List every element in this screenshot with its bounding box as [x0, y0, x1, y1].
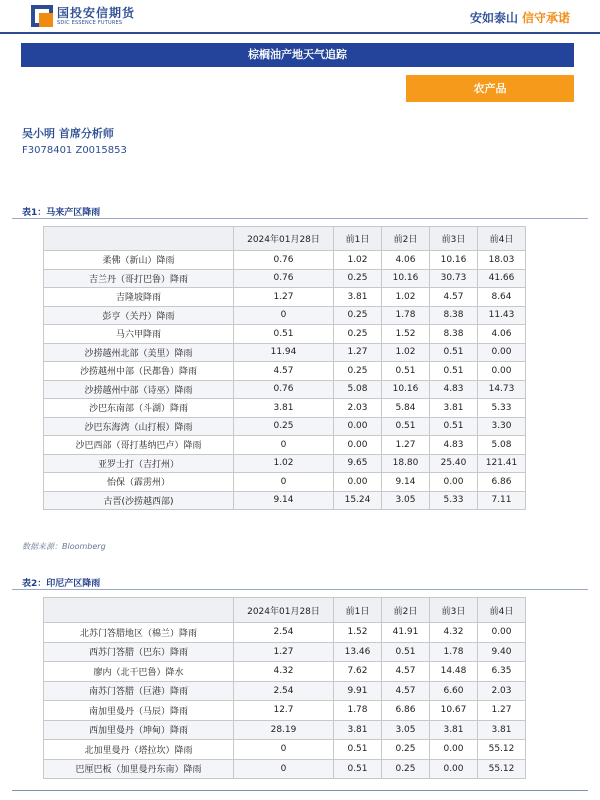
table-row — [44, 740, 526, 760]
value-cell: 121.41 — [478, 454, 526, 473]
value-cell: 9.14 — [382, 473, 430, 492]
column-header: 前2日 — [382, 227, 430, 251]
column-header: 前1日 — [334, 598, 382, 623]
value-cell: 5.08 — [334, 380, 382, 399]
value-cell: 0.51 — [382, 642, 430, 662]
value-cell: 8.38 — [430, 325, 478, 344]
row-label-cell: 南苏门答腊（巨港）降雨 — [44, 681, 234, 701]
table-header-row — [44, 227, 526, 251]
value-cell: 41.66 — [478, 269, 526, 288]
row-label-cell: 怡保（霹雳州） — [44, 473, 234, 492]
value-cell: 5.08 — [478, 436, 526, 455]
value-cell: 2.03 — [334, 399, 382, 418]
value-cell: 0.00 — [334, 473, 382, 492]
row-label-cell: 沙巴东南部（斗湖）降雨 — [44, 399, 234, 418]
value-cell: 3.81 — [234, 399, 334, 418]
malaysia-rainfall-table — [43, 226, 526, 510]
value-cell: 9.14 — [234, 491, 334, 510]
value-cell: 10.16 — [382, 380, 430, 399]
row-label-cell: 沙捞越州中部（民都鲁）降雨 — [44, 362, 234, 381]
row-label-cell: 北加里曼丹（塔拉坎）降雨 — [44, 740, 234, 760]
column-header: 前3日 — [430, 598, 478, 623]
table-row — [44, 662, 526, 682]
row-label-cell: 北苏门答腊地区（棉兰）降雨 — [44, 623, 234, 643]
table-row — [44, 454, 526, 473]
value-cell: 11.94 — [234, 343, 334, 362]
table-row — [44, 491, 526, 510]
table2-title-rule — [12, 589, 588, 590]
table-row — [44, 642, 526, 662]
table-row — [44, 701, 526, 721]
row-label-cell: 亚罗士打（吉打州） — [44, 454, 234, 473]
logo-name-cn: 国投安信期货 — [57, 5, 136, 20]
value-cell: 13.46 — [334, 642, 382, 662]
value-cell: 2.03 — [478, 681, 526, 701]
value-cell: 1.27 — [478, 701, 526, 721]
value-cell: 4.83 — [430, 436, 478, 455]
table-header-row — [44, 598, 526, 623]
value-cell: 3.81 — [430, 399, 478, 418]
value-cell: 0.51 — [334, 759, 382, 779]
value-cell: 0.51 — [234, 325, 334, 344]
value-cell: 3.81 — [478, 720, 526, 740]
value-cell: 0.76 — [234, 380, 334, 399]
value-cell: 0.51 — [382, 362, 430, 381]
value-cell: 0.00 — [478, 623, 526, 643]
value-cell: 3.81 — [334, 288, 382, 307]
table-row — [44, 399, 526, 418]
row-label-cell: 柔佛（新山）降雨 — [44, 251, 234, 270]
value-cell: 1.52 — [334, 623, 382, 643]
value-cell: 5.33 — [430, 491, 478, 510]
table1-title: 表1：马来产区降雨 — [22, 208, 101, 218]
category-tag: 农产品 — [406, 75, 574, 102]
value-cell: 55.12 — [478, 759, 526, 779]
row-label-cell: 西苏门答腊（巴东）降雨 — [44, 642, 234, 662]
row-label-cell: 巴厘巴板（加里曼丹东南）降雨 — [44, 759, 234, 779]
column-header — [44, 598, 234, 623]
value-cell: 1.02 — [334, 251, 382, 270]
value-cell: 3.05 — [382, 720, 430, 740]
value-cell: 15.24 — [334, 491, 382, 510]
bottom-divider — [12, 790, 588, 791]
column-header: 前4日 — [478, 227, 526, 251]
table-row — [44, 343, 526, 362]
row-label-cell: 古晋(沙捞越西部) — [44, 491, 234, 510]
table-row — [44, 759, 526, 779]
column-header: 前4日 — [478, 598, 526, 623]
value-cell: 0.76 — [234, 269, 334, 288]
slogan-part2: 信守承诺 — [521, 11, 570, 25]
value-cell: 0 — [234, 740, 334, 760]
value-cell: 9.40 — [478, 642, 526, 662]
row-label-cell: 马六甲降雨 — [44, 325, 234, 344]
value-cell: 10.16 — [430, 251, 478, 270]
value-cell: 0.00 — [334, 436, 382, 455]
value-cell: 0.51 — [430, 417, 478, 436]
value-cell: 1.52 — [382, 325, 430, 344]
table-row — [44, 269, 526, 288]
value-cell: 0.25 — [382, 740, 430, 760]
value-cell: 1.78 — [382, 306, 430, 325]
value-cell: 0.51 — [382, 417, 430, 436]
value-cell: 0.51 — [334, 740, 382, 760]
value-cell: 6.86 — [478, 473, 526, 492]
value-cell: 1.02 — [234, 454, 334, 473]
value-cell: 9.65 — [334, 454, 382, 473]
value-cell: 5.33 — [478, 399, 526, 418]
value-cell: 55.12 — [478, 740, 526, 760]
value-cell: 7.62 — [334, 662, 382, 682]
value-cell: 1.02 — [382, 288, 430, 307]
value-cell: 12.7 — [234, 701, 334, 721]
value-cell: 0.76 — [234, 251, 334, 270]
value-cell: 0.00 — [334, 417, 382, 436]
row-label-cell: 沙巴西部（哥打基纳巴卢）降雨 — [44, 436, 234, 455]
value-cell: 0.00 — [430, 759, 478, 779]
value-cell: 0.25 — [334, 362, 382, 381]
column-header: 2024年01月28日 — [234, 598, 334, 623]
row-label-cell: 沙捞越州北部（美里）降雨 — [44, 343, 234, 362]
value-cell: 8.64 — [478, 288, 526, 307]
value-cell: 6.60 — [430, 681, 478, 701]
value-cell: 6.86 — [382, 701, 430, 721]
value-cell: 0.00 — [430, 740, 478, 760]
value-cell: 0.51 — [430, 343, 478, 362]
table1-title-rule — [12, 218, 588, 219]
row-label-cell: 西加里曼丹（坤甸）降雨 — [44, 720, 234, 740]
table-row — [44, 681, 526, 701]
value-cell: 1.78 — [334, 701, 382, 721]
company-logo — [31, 3, 135, 29]
table-row — [44, 720, 526, 740]
table-row — [44, 251, 526, 270]
logo-mark-icon — [31, 5, 53, 27]
table2-title: 表2：印尼产区降雨 — [22, 579, 101, 589]
table-row — [44, 306, 526, 325]
author-license-ids: F3078401 Z0015853 — [22, 145, 127, 156]
value-cell: 0 — [234, 759, 334, 779]
value-cell: 25.40 — [430, 454, 478, 473]
company-slogan — [470, 9, 570, 26]
header-divider — [0, 32, 600, 34]
table-row — [44, 473, 526, 492]
indonesia-rainfall-table — [43, 597, 526, 779]
row-label-cell: 吉兰丹（哥打巴鲁）降雨 — [44, 269, 234, 288]
report-title-banner: 棕榈油产地天气追踪 — [21, 43, 574, 67]
value-cell: 7.11 — [478, 491, 526, 510]
row-label-cell: 彭亨（关丹）降雨 — [44, 306, 234, 325]
column-header — [44, 227, 234, 251]
value-cell: 4.32 — [234, 662, 334, 682]
page-header — [0, 0, 600, 32]
value-cell: 4.57 — [382, 681, 430, 701]
value-cell: 0 — [234, 473, 334, 492]
table-row — [44, 380, 526, 399]
value-cell: 0.25 — [382, 759, 430, 779]
value-cell: 3.81 — [334, 720, 382, 740]
value-cell: 4.57 — [234, 362, 334, 381]
value-cell: 0.00 — [478, 362, 526, 381]
value-cell: 0 — [234, 436, 334, 455]
value-cell: 8.38 — [430, 306, 478, 325]
logo-name-en: SDIC ESSENCE FUTURES — [57, 19, 123, 26]
value-cell: 5.84 — [382, 399, 430, 418]
value-cell: 10.16 — [382, 269, 430, 288]
value-cell: 1.27 — [334, 343, 382, 362]
value-cell: 4.06 — [478, 325, 526, 344]
row-label-cell: 沙巴东海湾（山打根）降雨 — [44, 417, 234, 436]
row-label-cell: 廖内（北干巴鲁）降水 — [44, 662, 234, 682]
value-cell: 1.27 — [234, 288, 334, 307]
value-cell: 10.67 — [430, 701, 478, 721]
value-cell: 41.91 — [382, 623, 430, 643]
value-cell: 0.00 — [430, 473, 478, 492]
column-header: 前2日 — [382, 598, 430, 623]
value-cell: 9.91 — [334, 681, 382, 701]
value-cell: 3.30 — [478, 417, 526, 436]
value-cell: 11.43 — [478, 306, 526, 325]
value-cell: 4.32 — [430, 623, 478, 643]
value-cell: 28.19 — [234, 720, 334, 740]
table-row — [44, 417, 526, 436]
value-cell: 3.05 — [382, 491, 430, 510]
value-cell: 1.27 — [234, 642, 334, 662]
value-cell: 30.73 — [430, 269, 478, 288]
value-cell: 18.03 — [478, 251, 526, 270]
value-cell: 1.02 — [382, 343, 430, 362]
row-label-cell: 南加里曼丹（马辰）降雨 — [44, 701, 234, 721]
value-cell: 0.25 — [334, 306, 382, 325]
value-cell: 0.25 — [334, 269, 382, 288]
value-cell: 1.27 — [382, 436, 430, 455]
column-header: 前1日 — [334, 227, 382, 251]
column-header: 前3日 — [430, 227, 478, 251]
row-label-cell: 吉隆坡降雨 — [44, 288, 234, 307]
value-cell: 4.57 — [382, 662, 430, 682]
row-label-cell: 沙捞越州中部（诗巫）降雨 — [44, 380, 234, 399]
value-cell: 4.06 — [382, 251, 430, 270]
table-row — [44, 325, 526, 344]
column-header: 2024年01月28日 — [234, 227, 334, 251]
data-source-note: 数据来源：Bloomberg — [22, 542, 106, 551]
value-cell: 3.81 — [430, 720, 478, 740]
value-cell: 14.73 — [478, 380, 526, 399]
value-cell: 6.35 — [478, 662, 526, 682]
value-cell: 4.57 — [430, 288, 478, 307]
value-cell: 1.78 — [430, 642, 478, 662]
table-row — [44, 436, 526, 455]
value-cell: 0.25 — [334, 325, 382, 344]
value-cell: 14.48 — [430, 662, 478, 682]
table-row — [44, 623, 526, 643]
table-row — [44, 288, 526, 307]
table-row — [44, 362, 526, 381]
author-name: 吴小明 首席分析师 — [22, 127, 114, 140]
value-cell: 0.51 — [430, 362, 478, 381]
value-cell: 0.00 — [478, 343, 526, 362]
value-cell: 0 — [234, 306, 334, 325]
value-cell: 4.83 — [430, 380, 478, 399]
value-cell: 18.80 — [382, 454, 430, 473]
value-cell: 0.25 — [234, 417, 334, 436]
value-cell: 2.54 — [234, 681, 334, 701]
value-cell: 2.54 — [234, 623, 334, 643]
slogan-part1: 安如泰山 — [469, 11, 518, 25]
